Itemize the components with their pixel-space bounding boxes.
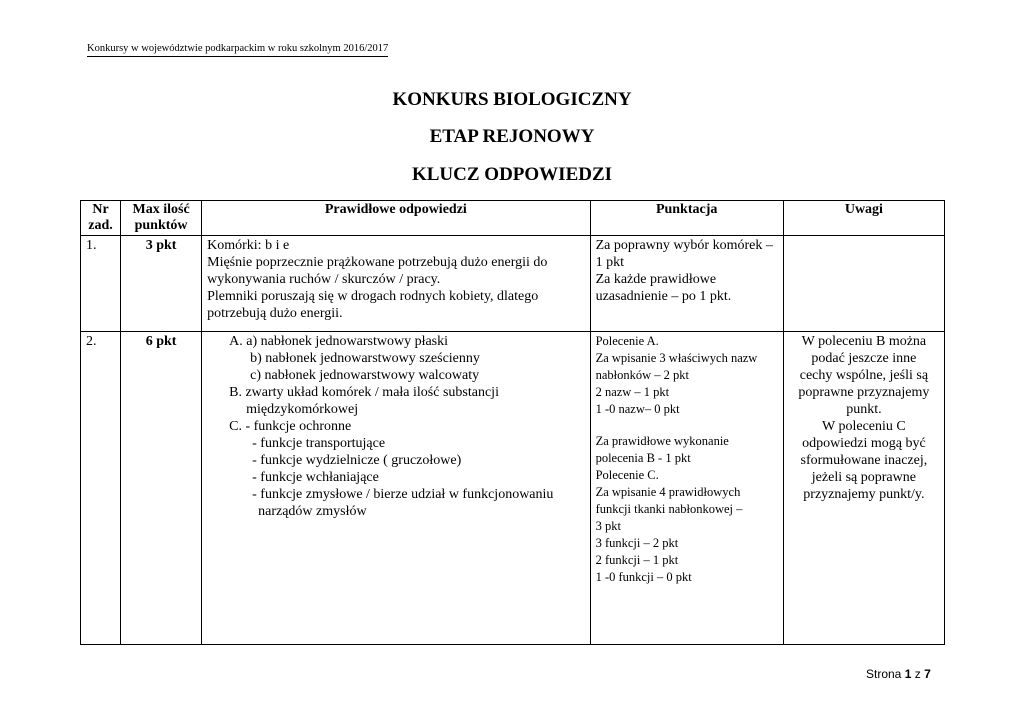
page-label: Strona (866, 667, 905, 681)
page-footer (866, 667, 931, 681)
task-answer: Komórki: b i e Mięśnie poprzecznie prążkowane potrzebują dużo energii do wykonywania ruchów / skurczów / pracy. Plemniki poruszają się w drogach rodnych kobiety, dlatego potrzebują dużo energii. (202, 236, 590, 332)
table-row (81, 236, 945, 332)
task-scoring: Za poprawny wybór komórek – 1 pkt Za każde prawidłowe uzasadnienie – po 1 pkt. (590, 236, 783, 332)
task-max-points: 6 pkt (121, 332, 202, 645)
running-header: Konkursy w województwie podkarpackim w roku szkolnym 2016/2017 (87, 42, 388, 57)
table-row (81, 332, 945, 645)
header-nr: Nr zad. (81, 201, 121, 236)
table-header-row (81, 201, 945, 236)
task-scoring: Polecenie A. Za wpisanie 3 właściwych nazw nabłonków – 2 pkt 2 nazw – 1 pkt 1 -0 nazw– 0 pkt Za prawidłowe wykonanie polecenia B - 1 pkt Polecenie C. Za wpisanie 4 prawidłowych funkcji tkanki nabłonkowej – 3 pkt 3 funkcji – 2 pkt 2 funkcji – 1 pkt 1 -0 funkcji – 0 pkt (590, 332, 783, 645)
header-remarks: Uwagi (783, 201, 944, 236)
task-number: 1. (81, 236, 121, 332)
page-total: 7 (924, 667, 931, 681)
header-scoring: Punktacja (590, 201, 783, 236)
answer-key-table (80, 200, 945, 645)
task-number: 2. (81, 332, 121, 645)
stage-title: ETAP REJONOWY (429, 126, 595, 147)
answer-key-title: KLUCZ ODPOWIEDZI (411, 164, 613, 185)
task-answer: A. a) nabłonek jednowarstwowy płaski b) nabłonek jednowarstwowy sześcienny c) nabłonek jednowarstwowy walcowaty B. zwarty układ komórek / mała ilość substancji międzykomórkowej C. - funkcje ochronne - funkcje transportujące - funkcje wydzielnicze ( gruczołowe) - funkcje wchłaniające - funkcje zmysłowe / bierze udział w funkcjonowaniu narządów zmysłów (202, 332, 590, 645)
contest-title: KONKURS BIOLOGICZNY (392, 89, 632, 110)
task-remarks: W poleceniu B można podać jeszcze inne cechy wspólne, jeśli są poprawne przyznajemy punkt. W poleceniu C odpowiedzi mogą być sformułowane inaczej, jeżeli są poprawne przyznajemy punkt/y. (783, 332, 944, 645)
header-max-points: Max ilość punktów (121, 201, 202, 236)
page-number: 1 (904, 667, 912, 681)
task-remarks (783, 236, 944, 332)
task-max-points: 3 pkt (121, 236, 202, 332)
header-correct-answers: Prawidłowe odpowiedzi (202, 201, 590, 236)
page-separator: z (911, 667, 925, 681)
